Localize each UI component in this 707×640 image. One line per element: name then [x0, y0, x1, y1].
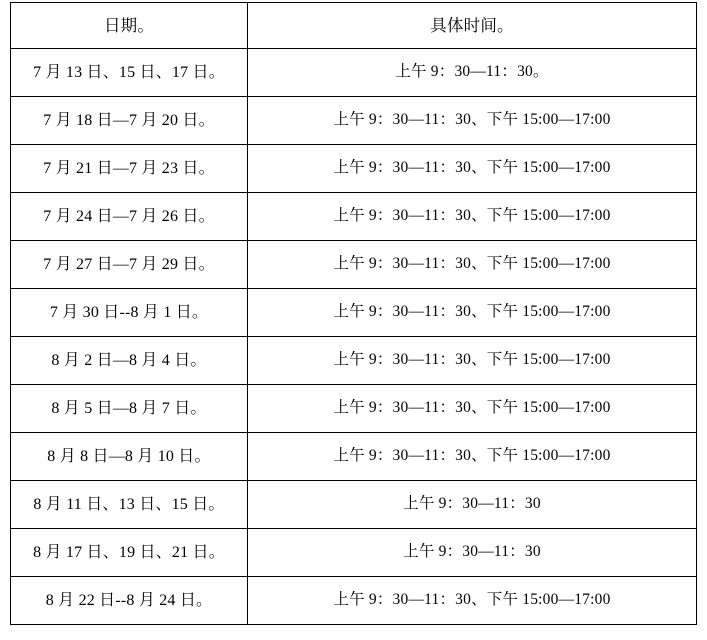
- cell-date: 8 月 22 日--8 月 24 日。: [11, 577, 248, 625]
- cell-time: 上午 9：30—11：30、下午 15:00—17:00: [248, 337, 697, 385]
- schedule-table: [10, 2, 697, 625]
- cell-date: 7 月 30 日--8 月 1 日。: [11, 289, 248, 337]
- cell-time: 上午 9：30—11：30。: [248, 49, 697, 97]
- table-row: [11, 529, 697, 577]
- cell-date: 8 月 17 日、19 日、21 日。: [11, 529, 248, 577]
- cell-date: 8 月 11 日、13 日、15 日。: [11, 481, 248, 529]
- cell-time: 上午 9：30—11：30、下午 15:00—17:00: [248, 145, 697, 193]
- table-row: [11, 97, 697, 145]
- cell-time: 上午 9：30—11：30、下午 15:00—17:00: [248, 193, 697, 241]
- cell-date: 8 月 2 日—8 月 4 日。: [11, 337, 248, 385]
- table-row: [11, 385, 697, 433]
- document-page: [0, 2, 707, 640]
- cell-date: 7 月 21 日—7 月 23 日。: [11, 145, 248, 193]
- table-row: [11, 337, 697, 385]
- column-header-time: 具体时间。: [248, 3, 697, 49]
- cell-time: 上午 9：30—11：30、下午 15:00—17:00: [248, 385, 697, 433]
- cell-time: 上午 9：30—11：30、下午 15:00—17:00: [248, 241, 697, 289]
- table-row: [11, 481, 697, 529]
- table-row: [11, 433, 697, 481]
- table-row: [11, 289, 697, 337]
- cell-time: 上午 9：30—11：30: [248, 481, 697, 529]
- table-row: [11, 577, 697, 625]
- table-row: [11, 145, 697, 193]
- cell-date: 8 月 5 日—8 月 7 日。: [11, 385, 248, 433]
- table-row: [11, 241, 697, 289]
- cell-date: 7 月 24 日—7 月 26 日。: [11, 193, 248, 241]
- cell-time: 上午 9：30—11：30、下午 15:00—17:00: [248, 289, 697, 337]
- cell-date: 7 月 27 日—7 月 29 日。: [11, 241, 248, 289]
- cell-time: 上午 9：30—11：30、下午 15:00—17:00: [248, 433, 697, 481]
- table-row: [11, 49, 697, 97]
- cell-date: 7 月 18 日—7 月 20 日。: [11, 97, 248, 145]
- table-header-row: [11, 3, 697, 49]
- cell-date: 8 月 8 日—8 月 10 日。: [11, 433, 248, 481]
- cell-time: 上午 9：30—11：30、下午 15:00—17:00: [248, 577, 697, 625]
- cell-time: 上午 9：30—11：30: [248, 529, 697, 577]
- column-header-date: 日期。: [11, 3, 248, 49]
- cell-time: 上午 9：30—11：30、下午 15:00—17:00: [248, 97, 697, 145]
- table-row: [11, 193, 697, 241]
- cell-date: 7 月 13 日、15 日、17 日。: [11, 49, 248, 97]
